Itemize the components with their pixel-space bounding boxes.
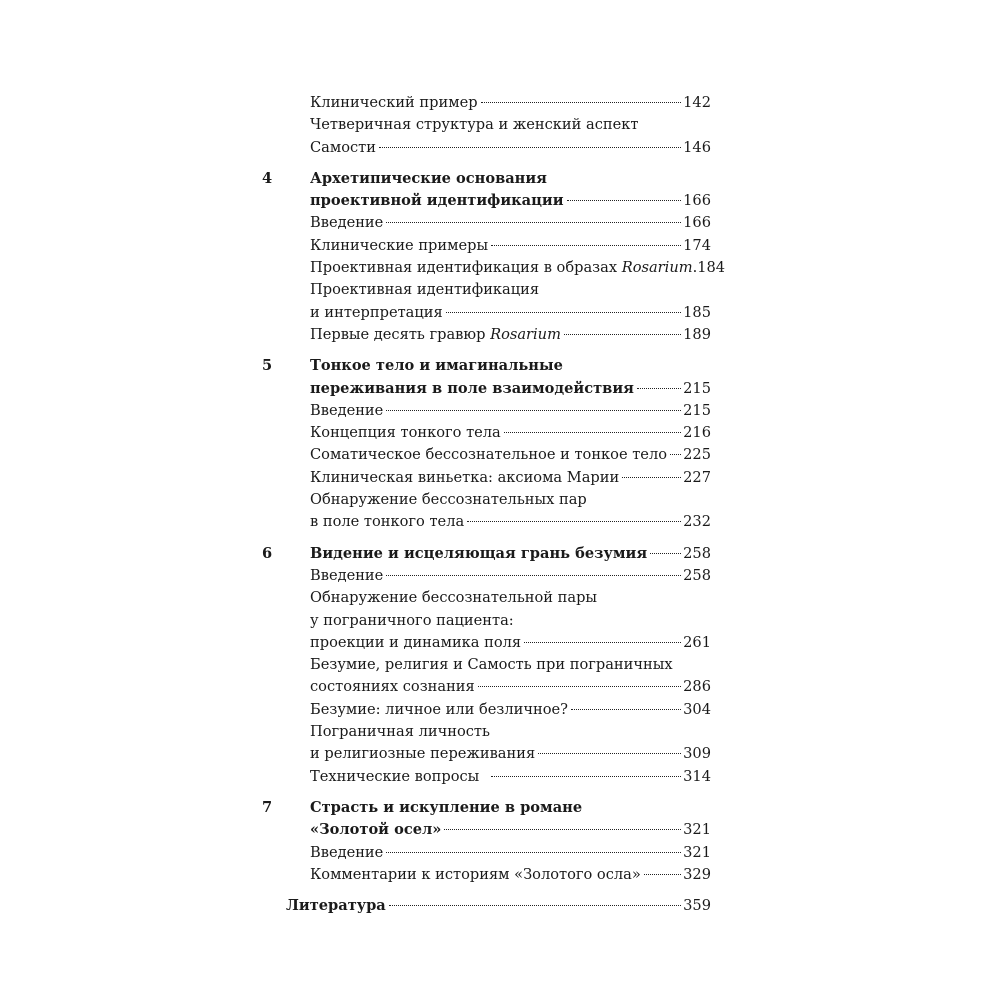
toc-entry-title: Технические вопросы bbox=[310, 767, 480, 785]
toc-entry-title-line: Четверичная структура и женский аспект bbox=[310, 116, 639, 134]
dot-leader bbox=[491, 776, 681, 777]
toc-entry-page: 309 bbox=[683, 745, 711, 763]
toc-entry-title-line: у пограничного пациента: bbox=[310, 611, 514, 629]
dot-leader bbox=[564, 334, 681, 335]
toc-entry-title: и интерпретация bbox=[310, 303, 443, 321]
dot-leader bbox=[644, 874, 681, 875]
chapter-entry bbox=[286, 378, 711, 400]
toc-entry-page: 146 bbox=[683, 138, 711, 156]
chapter-page: 321 bbox=[683, 821, 711, 839]
toc-entry bbox=[286, 235, 711, 257]
toc-entry-title: Комментарии к историям «Золотого осла» bbox=[310, 865, 641, 883]
dot-leader bbox=[538, 753, 681, 754]
toc-entry bbox=[286, 257, 726, 279]
dot-leader bbox=[386, 575, 681, 576]
toc-entry-title-italic: Rosarium bbox=[490, 325, 561, 343]
chapter-page: 166 bbox=[683, 192, 711, 210]
toc-entry-title-text: Первые десять гравюр bbox=[310, 325, 491, 343]
chapter-entry bbox=[262, 543, 711, 565]
dot-leader bbox=[481, 102, 682, 103]
dot-leader bbox=[386, 222, 681, 223]
toc-entry-title: Введение bbox=[310, 214, 384, 232]
toc-entry-page: 286 bbox=[683, 678, 711, 696]
chapter-title: переживания в поле взаимодействия bbox=[310, 379, 634, 397]
toc-entry-title: Самости bbox=[310, 138, 376, 156]
toc-entry-title: проекции и динамика поля bbox=[310, 633, 522, 651]
chapter-entry bbox=[286, 819, 711, 841]
dot-leader bbox=[650, 553, 681, 554]
toc-entry bbox=[286, 400, 711, 422]
toc-entry-title: Соматическое бессознательное и тонкое тело bbox=[310, 446, 668, 464]
literature-page: 359 bbox=[683, 897, 711, 915]
toc-entry-title-line: Обнаружение бессознательных пар bbox=[310, 491, 587, 509]
toc-entry bbox=[286, 422, 711, 444]
chapter-title: Тонкое тело и имагинальные bbox=[310, 357, 563, 375]
chapter-title-line bbox=[262, 355, 711, 377]
toc-entry bbox=[286, 467, 711, 489]
toc-entry-title: Клинические примеры bbox=[310, 236, 489, 254]
toc-entry-title: Клинический пример bbox=[310, 94, 478, 111]
dot-leader bbox=[446, 312, 681, 313]
toc-entry-page: 166 bbox=[683, 214, 711, 232]
toc-entry-page: 227 bbox=[683, 468, 711, 486]
literature-title: Литература bbox=[286, 897, 386, 915]
toc-entry-title-italic: Rosarium bbox=[621, 259, 693, 277]
chapter-page: 215 bbox=[683, 379, 711, 397]
toc-entry-title: и религиозные переживания bbox=[310, 745, 536, 763]
chapter-title: Видение и исцеляющая грань безумия bbox=[310, 544, 648, 562]
toc-entry-title: состояниях сознания bbox=[310, 678, 475, 696]
toc-entry-title-line: Проективная идентификация bbox=[310, 281, 540, 299]
dot-leader bbox=[571, 709, 681, 710]
toc-entry-page: 329 bbox=[683, 865, 711, 883]
chapter-number: 6 bbox=[262, 544, 273, 562]
toc-entry bbox=[286, 92, 711, 114]
toc-entry bbox=[286, 842, 711, 864]
toc-entry bbox=[286, 302, 711, 324]
toc-entry bbox=[286, 743, 711, 765]
chapter-title: «Золотой осел» bbox=[310, 821, 442, 839]
toc-entry-page: 215 bbox=[683, 401, 711, 419]
toc-entry-title: Введение bbox=[310, 566, 384, 584]
chapter-entry bbox=[286, 190, 711, 212]
toc-entry-page: .184 bbox=[692, 259, 726, 277]
toc-entry bbox=[286, 632, 711, 654]
toc-entry-title: Концепция тонкого тела bbox=[310, 424, 501, 442]
toc-entry-page: 216 bbox=[683, 424, 711, 442]
toc-entry-page: 261 bbox=[683, 633, 711, 651]
literature-entry bbox=[286, 895, 711, 917]
toc-entry-title: Безумие: личное или безличное? bbox=[310, 700, 568, 718]
toc-entry-title-line: Пограничная личность bbox=[310, 723, 490, 741]
toc-entry-page: 304 bbox=[683, 700, 711, 718]
chapter-number: 7 bbox=[262, 798, 273, 816]
dot-leader bbox=[379, 147, 681, 148]
toc-entry-page: 232 bbox=[683, 513, 711, 531]
toc-entry-page: 189 bbox=[683, 325, 711, 343]
chapter-title: Архетипические основания bbox=[310, 169, 547, 187]
toc-entry-title bbox=[310, 324, 561, 346]
toc-entry-title bbox=[310, 257, 693, 279]
toc-entry bbox=[286, 864, 711, 886]
dot-leader bbox=[444, 829, 681, 830]
chapter-title: проективной идентификации bbox=[310, 192, 564, 210]
chapter-number: 4 bbox=[262, 169, 273, 187]
toc-entry-title-text: Проективная идентификация в образах bbox=[310, 259, 622, 277]
toc-entry-title: Клиническая виньетка: аксиома Марии bbox=[310, 468, 620, 486]
dot-leader bbox=[386, 410, 681, 411]
toc-entry bbox=[286, 324, 711, 346]
dot-leader bbox=[478, 686, 681, 687]
toc-entry bbox=[286, 565, 711, 587]
toc-entry bbox=[286, 212, 711, 234]
dot-leader bbox=[524, 642, 681, 643]
toc-entry bbox=[286, 699, 711, 721]
dot-leader bbox=[467, 521, 681, 522]
toc-entry-page: 314 bbox=[683, 767, 711, 785]
dot-leader bbox=[622, 477, 681, 478]
toc-entry-page: 258 bbox=[683, 566, 711, 584]
chapter-title: Страсть и искупление в романе bbox=[310, 798, 583, 816]
toc-entry bbox=[286, 511, 711, 533]
chapter-number: 5 bbox=[262, 357, 273, 375]
toc-entry bbox=[286, 137, 711, 159]
toc-entry-title: в поле тонкого тела bbox=[310, 513, 465, 531]
dot-leader bbox=[389, 905, 681, 906]
toc-entry-title: Введение bbox=[310, 401, 384, 419]
toc-entry-title-line: Обнаружение бессознательной пары bbox=[310, 589, 598, 607]
toc-entry-page: 321 bbox=[683, 843, 711, 861]
toc-entry bbox=[286, 766, 711, 788]
toc-entry bbox=[286, 676, 711, 698]
dot-leader bbox=[491, 245, 681, 246]
chapter-title-line bbox=[262, 797, 711, 819]
table-of-contents bbox=[262, 92, 726, 917]
dot-leader bbox=[567, 200, 682, 201]
dot-leader bbox=[386, 852, 681, 853]
toc-entry-page: 185 bbox=[683, 303, 711, 321]
chapter-title-line bbox=[262, 168, 711, 190]
toc-entry-page: 142 bbox=[683, 94, 711, 111]
toc-entry-page: 225 bbox=[683, 446, 711, 464]
toc-entry-title-line: Безумие, религия и Самость при пограничных bbox=[310, 656, 673, 674]
toc-entry-title: Введение bbox=[310, 843, 384, 861]
toc-entry bbox=[286, 444, 711, 466]
dot-leader bbox=[637, 388, 681, 389]
dot-leader bbox=[670, 454, 681, 455]
chapter-page: 258 bbox=[683, 544, 711, 562]
toc-entry-page: 174 bbox=[683, 236, 711, 254]
dot-leader bbox=[504, 432, 681, 433]
